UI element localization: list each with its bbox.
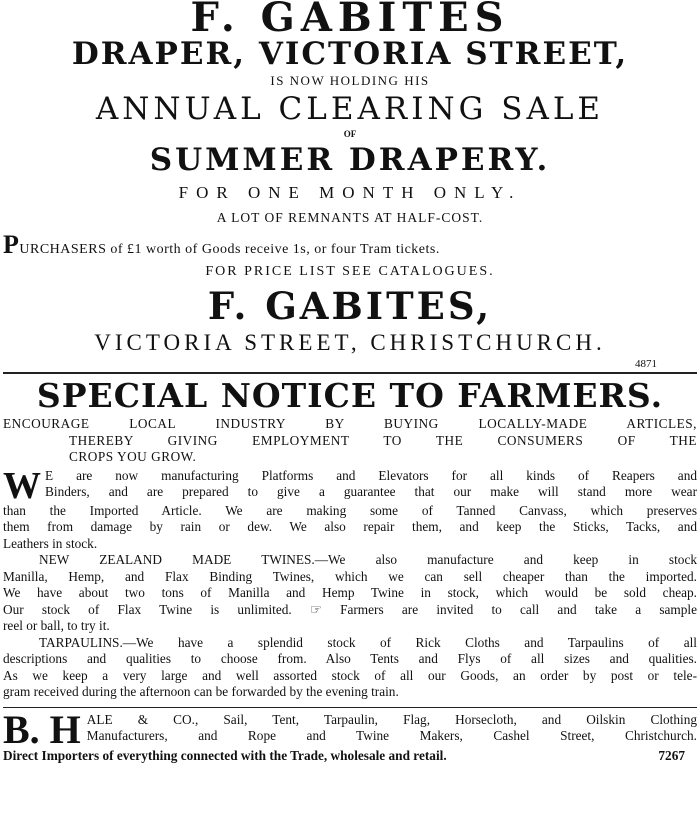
signature-final-line bbox=[3, 748, 697, 765]
paragraph-line: We have about two tons of Manilla and Hemp Twine in stock, which would be sold cheap. bbox=[3, 585, 697, 600]
paragraph-line: TARPAULINS.—We have a splendid stock of Rick Cloths and Tarpaulins of all bbox=[39, 634, 697, 650]
signature-block bbox=[3, 706, 697, 765]
of-line: OF bbox=[343, 129, 357, 139]
paragraph-line: Binders, and are prepared to give a guarantee that our make will stand more wear bbox=[45, 484, 697, 499]
sale-headline: ANNUAL CLEARING SALE bbox=[95, 91, 605, 127]
remnants-line: A LOT OF REMNANTS AT HALF-COST. bbox=[216, 210, 484, 225]
paragraph-line: Manilla, Hemp, and Flax Binding Twines, which we can sell cheaper than the imported. bbox=[3, 568, 697, 584]
paragraph-line: Leathers in stock. bbox=[3, 535, 98, 551]
purchasers-text: URCHASERS of £1 worth of Goods receive 1s, or four Tram tickets. bbox=[19, 242, 440, 257]
signature-dropcap: B. H bbox=[3, 706, 81, 752]
encourage-line: CROPS YOU GROW. bbox=[69, 449, 197, 464]
paragraph-line: them from damage by rain or dew. We also repair them, and keep the Sticks, Tacks, and bbox=[3, 519, 697, 534]
advertiser-name: F. GABITES bbox=[190, 0, 510, 36]
gabites-advertisement bbox=[3, 0, 697, 370]
price-list-line: FOR PRICE LIST SEE CATALOGUES. bbox=[205, 264, 495, 279]
purchasers-line bbox=[3, 230, 697, 260]
ad1-reference-number: 4871 bbox=[635, 358, 657, 370]
encourage-line: ENCOURAGE LOCAL INDUSTRY BY BUYING LOCALLY-MADE ARTICLES, bbox=[3, 416, 697, 431]
paragraph-line: Our stock of Flax Twine is unlimited. ☞ Farmers are invited to call and take a sample bbox=[3, 601, 697, 617]
tarpaulins-paragraph bbox=[3, 635, 697, 701]
paragraph-line: than the Imported Article. We are making some of Tanned Canvass, which preserves bbox=[3, 502, 697, 518]
paragraph-dropcap: W bbox=[3, 464, 41, 507]
hale-advertisement bbox=[3, 376, 697, 764]
paragraph-line: As we keep a very large and well assorted stock of all our Goods, an order by post or tele- bbox=[3, 667, 697, 683]
paragraph-line: descriptions and qualities to choose from. Also Tents and Flys of all sizes and qualities. bbox=[3, 651, 697, 666]
twines-paragraph bbox=[3, 552, 697, 635]
ad2-reference-number: 7267 bbox=[658, 747, 685, 763]
one-month-line: FOR ONE MONTH ONLY. bbox=[178, 183, 522, 202]
paragraph-line: reel or ball, to try it. bbox=[3, 618, 110, 633]
purchasers-dropcap: P bbox=[3, 230, 20, 259]
encourage-block bbox=[3, 416, 697, 466]
platforms-paragraph bbox=[3, 464, 697, 553]
summer-drapery-line: SUMMER DRAPERY. bbox=[149, 142, 551, 178]
encourage-line: THEREBY GIVING EMPLOYMENT TO THE CONSUMERS OF THE bbox=[69, 432, 697, 448]
holding-line: IS NOW HOLDING HIS bbox=[270, 73, 430, 88]
paragraph-line: NEW ZEALAND MADE TWINES.—We also manufacture and keep in stock bbox=[39, 552, 697, 567]
trade-line: DRAPER, VICTORIA STREET, bbox=[71, 36, 629, 72]
signature-divider bbox=[3, 707, 697, 708]
advertiser-name-footer: F. GABITES, bbox=[207, 284, 493, 328]
signature-line: Manufacturers, and Rope and Twine Makers, Cashel Street, Christchurch. bbox=[86, 728, 697, 743]
paragraph-line: gram received during the afternoon can be forwarded by the evening train. bbox=[3, 684, 399, 699]
section-divider bbox=[3, 372, 697, 374]
signature-line: Direct Importers of everything connected with the Trade, wholesale and retail. bbox=[3, 747, 447, 763]
address-line: VICTORIA STREET, CHRISTCHURCH. bbox=[94, 330, 606, 355]
signature-line: ALE & CO., Sail, Tent, Tarpaulin, Flag, Horsecloth, and Oilskin Clothing bbox=[86, 711, 697, 727]
paragraph-line: E are now manufacturing Platforms and Elevators for all kinds of Reapers and bbox=[45, 467, 697, 483]
farmers-headline: SPECIAL NOTICE TO FARMERS. bbox=[36, 376, 664, 415]
